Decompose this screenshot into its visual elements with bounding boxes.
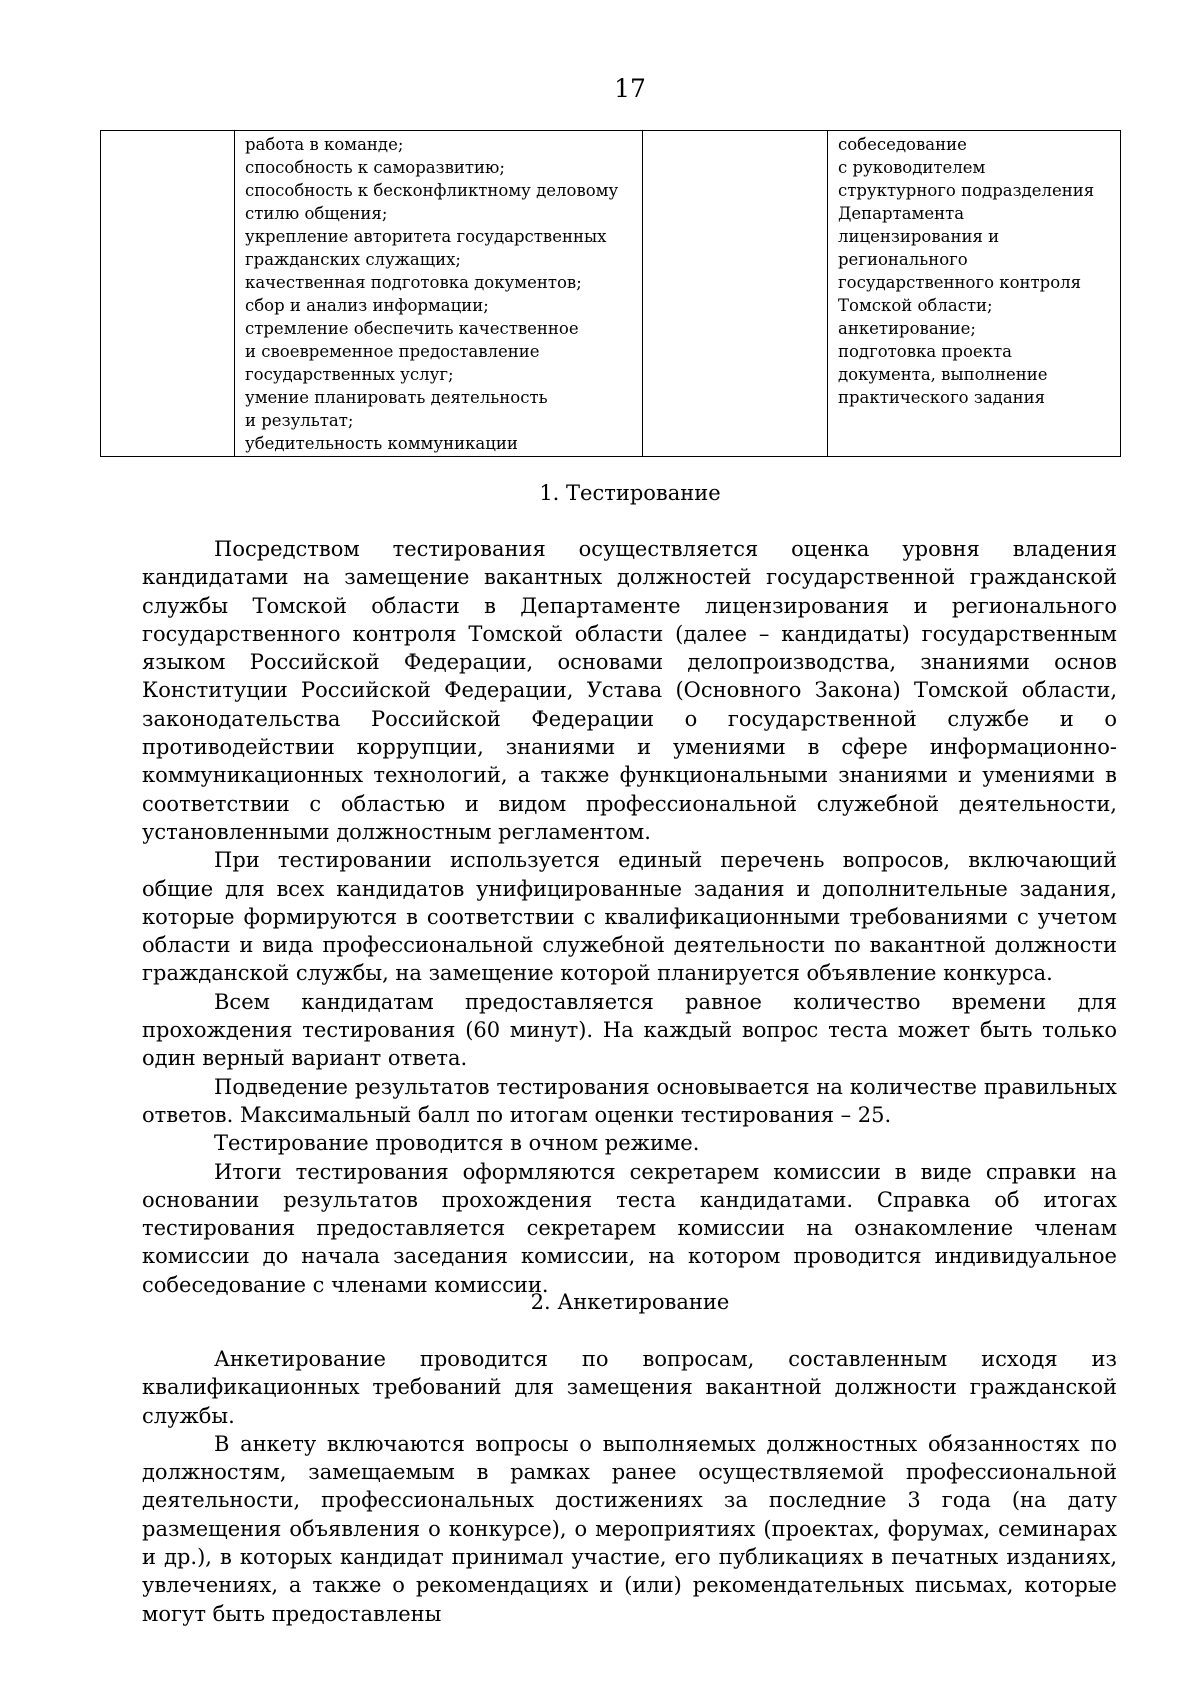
- table-cell-empty-3: [643, 131, 828, 457]
- method-line: документа, выполнение: [838, 365, 1048, 384]
- competency-line: государственных услуг;: [245, 365, 454, 384]
- method-line: Департамента: [838, 204, 965, 223]
- method-line: с руководителем: [838, 158, 986, 177]
- section-testing-body: [142, 535, 1117, 1299]
- competency-line: стилю общения;: [245, 204, 388, 223]
- competency-line: стремление обеспечить качественное: [245, 319, 579, 338]
- method-line: анкетирование;: [838, 319, 976, 338]
- competency-line: способность к саморазвитию;: [245, 158, 505, 177]
- paragraph: Итоги тестирования оформляются секретарем комиссии в виде справки на основании результатов прохождения теста кандидатами. Справка об итогах тестирования предоставляется секретарем комиссии на ознакомление членам комиссии до начала заседания комиссии, на котором проводится индивидуальное собеседование с членами комиссии.: [142, 1159, 1117, 1297]
- table-cell-competencies: [235, 131, 643, 457]
- method-line: структурного подразделения: [838, 181, 1095, 200]
- competency-line: способность к бесконфликтному деловому: [245, 181, 619, 200]
- competency-line: укрепление авторитета государственных: [245, 227, 607, 246]
- paragraph: Всем кандидатам предоставляется равное количество времени для прохождения тестирования (60 минут). На каждый вопрос теста может быть только один верный вариант ответа.: [142, 989, 1117, 1071]
- table-cell-empty-1: [101, 131, 235, 457]
- section-heading-questionnaire: 2. Анкетирование: [530, 1290, 730, 1314]
- paragraph: В анкету включаются вопросы о выполняемых должностных обязанностях по должностям, замещаемым в рамках ранее осуществляемой профессиональной деятельности, профессиональных достижениях за последние 3 года (на дату размещения объявления о конкурсе), о мероприятиях (проектах, форумах, семинарах и др.), в которых кандидат принимал участие, его публикациях в печатных изданиях, увлечениях, а также о рекомендациях и (или) рекомендательных письмах, которые могут быть предоставлены: [142, 1431, 1117, 1626]
- competency-line: сбор и анализ информации;: [245, 296, 489, 315]
- competency-line: убедительность коммуникации: [245, 434, 518, 453]
- page-number: 17: [614, 74, 646, 103]
- method-line: Томской области;: [838, 296, 993, 315]
- table-row: [101, 131, 1121, 457]
- competency-line: умение планировать деятельность: [245, 388, 548, 407]
- method-line: собеседование: [838, 135, 967, 154]
- competency-line: работа в команде;: [245, 135, 404, 154]
- paragraph: Анкетирование проводится по вопросам, составленным исходя из квалификационных требований для замещения вакантной должности гражданской службы.: [142, 1347, 1117, 1428]
- paragraph: Подведение результатов тестирования основывается на количестве правильных ответов. Максимальный балл по итогам оценки тестирования – 25.: [142, 1074, 1117, 1127]
- method-line: регионального: [838, 250, 968, 269]
- section-heading-testing: 1. Тестирование: [539, 481, 721, 505]
- method-line: подготовка проекта: [838, 342, 1012, 361]
- competency-line: качественная подготовка документов;: [245, 273, 582, 292]
- paragraph: Посредством тестирования осуществляется оценка уровня владения кандидатами на замещение вакантных должностей государственной гражданской службы Томской области в Департаменте лицензирования и регионального государственного контроля Томской области (далее – кандидаты) государственным языком Российской Федерации, основами делопроизводства, знаниями основ Конституции Российской Федерации, Устава (Основного Закона) Томской области, законодательства Российской Федерации о государственной службе и о противодействии коррупции, знаниями и умениями в сфере информационно-коммуникационных технологий, а также функциональными знаниями и умениями в соответствии с областью и видом профессиональной служебной деятельности, установленными должностным регламентом.: [142, 537, 1117, 844]
- method-line: лицензирования и: [838, 227, 1000, 246]
- section-questionnaire-body: [142, 1345, 1117, 1628]
- method-line: государственного контроля: [838, 273, 1082, 292]
- competency-line: гражданских служащих;: [245, 250, 461, 269]
- competency-table: [100, 130, 1121, 457]
- competency-line: и своевременное предоставление: [245, 342, 540, 361]
- paragraph: Тестирование проводится в очном режиме.: [214, 1131, 700, 1156]
- paragraph: При тестировании используется единый перечень вопросов, включающий общие для всех кандидатов унифицированные задания и дополнительные задания, которые формируются в соответствии с квалификационными требованиями с учетом области и вида профессиональной служебной деятельности по вакантной должности гражданской службы, на замещение которой планируется объявление конкурса.: [142, 848, 1117, 986]
- table-cell-methods: [828, 131, 1121, 457]
- competency-line: и результат;: [245, 411, 354, 430]
- method-line: практического задания: [838, 388, 1046, 407]
